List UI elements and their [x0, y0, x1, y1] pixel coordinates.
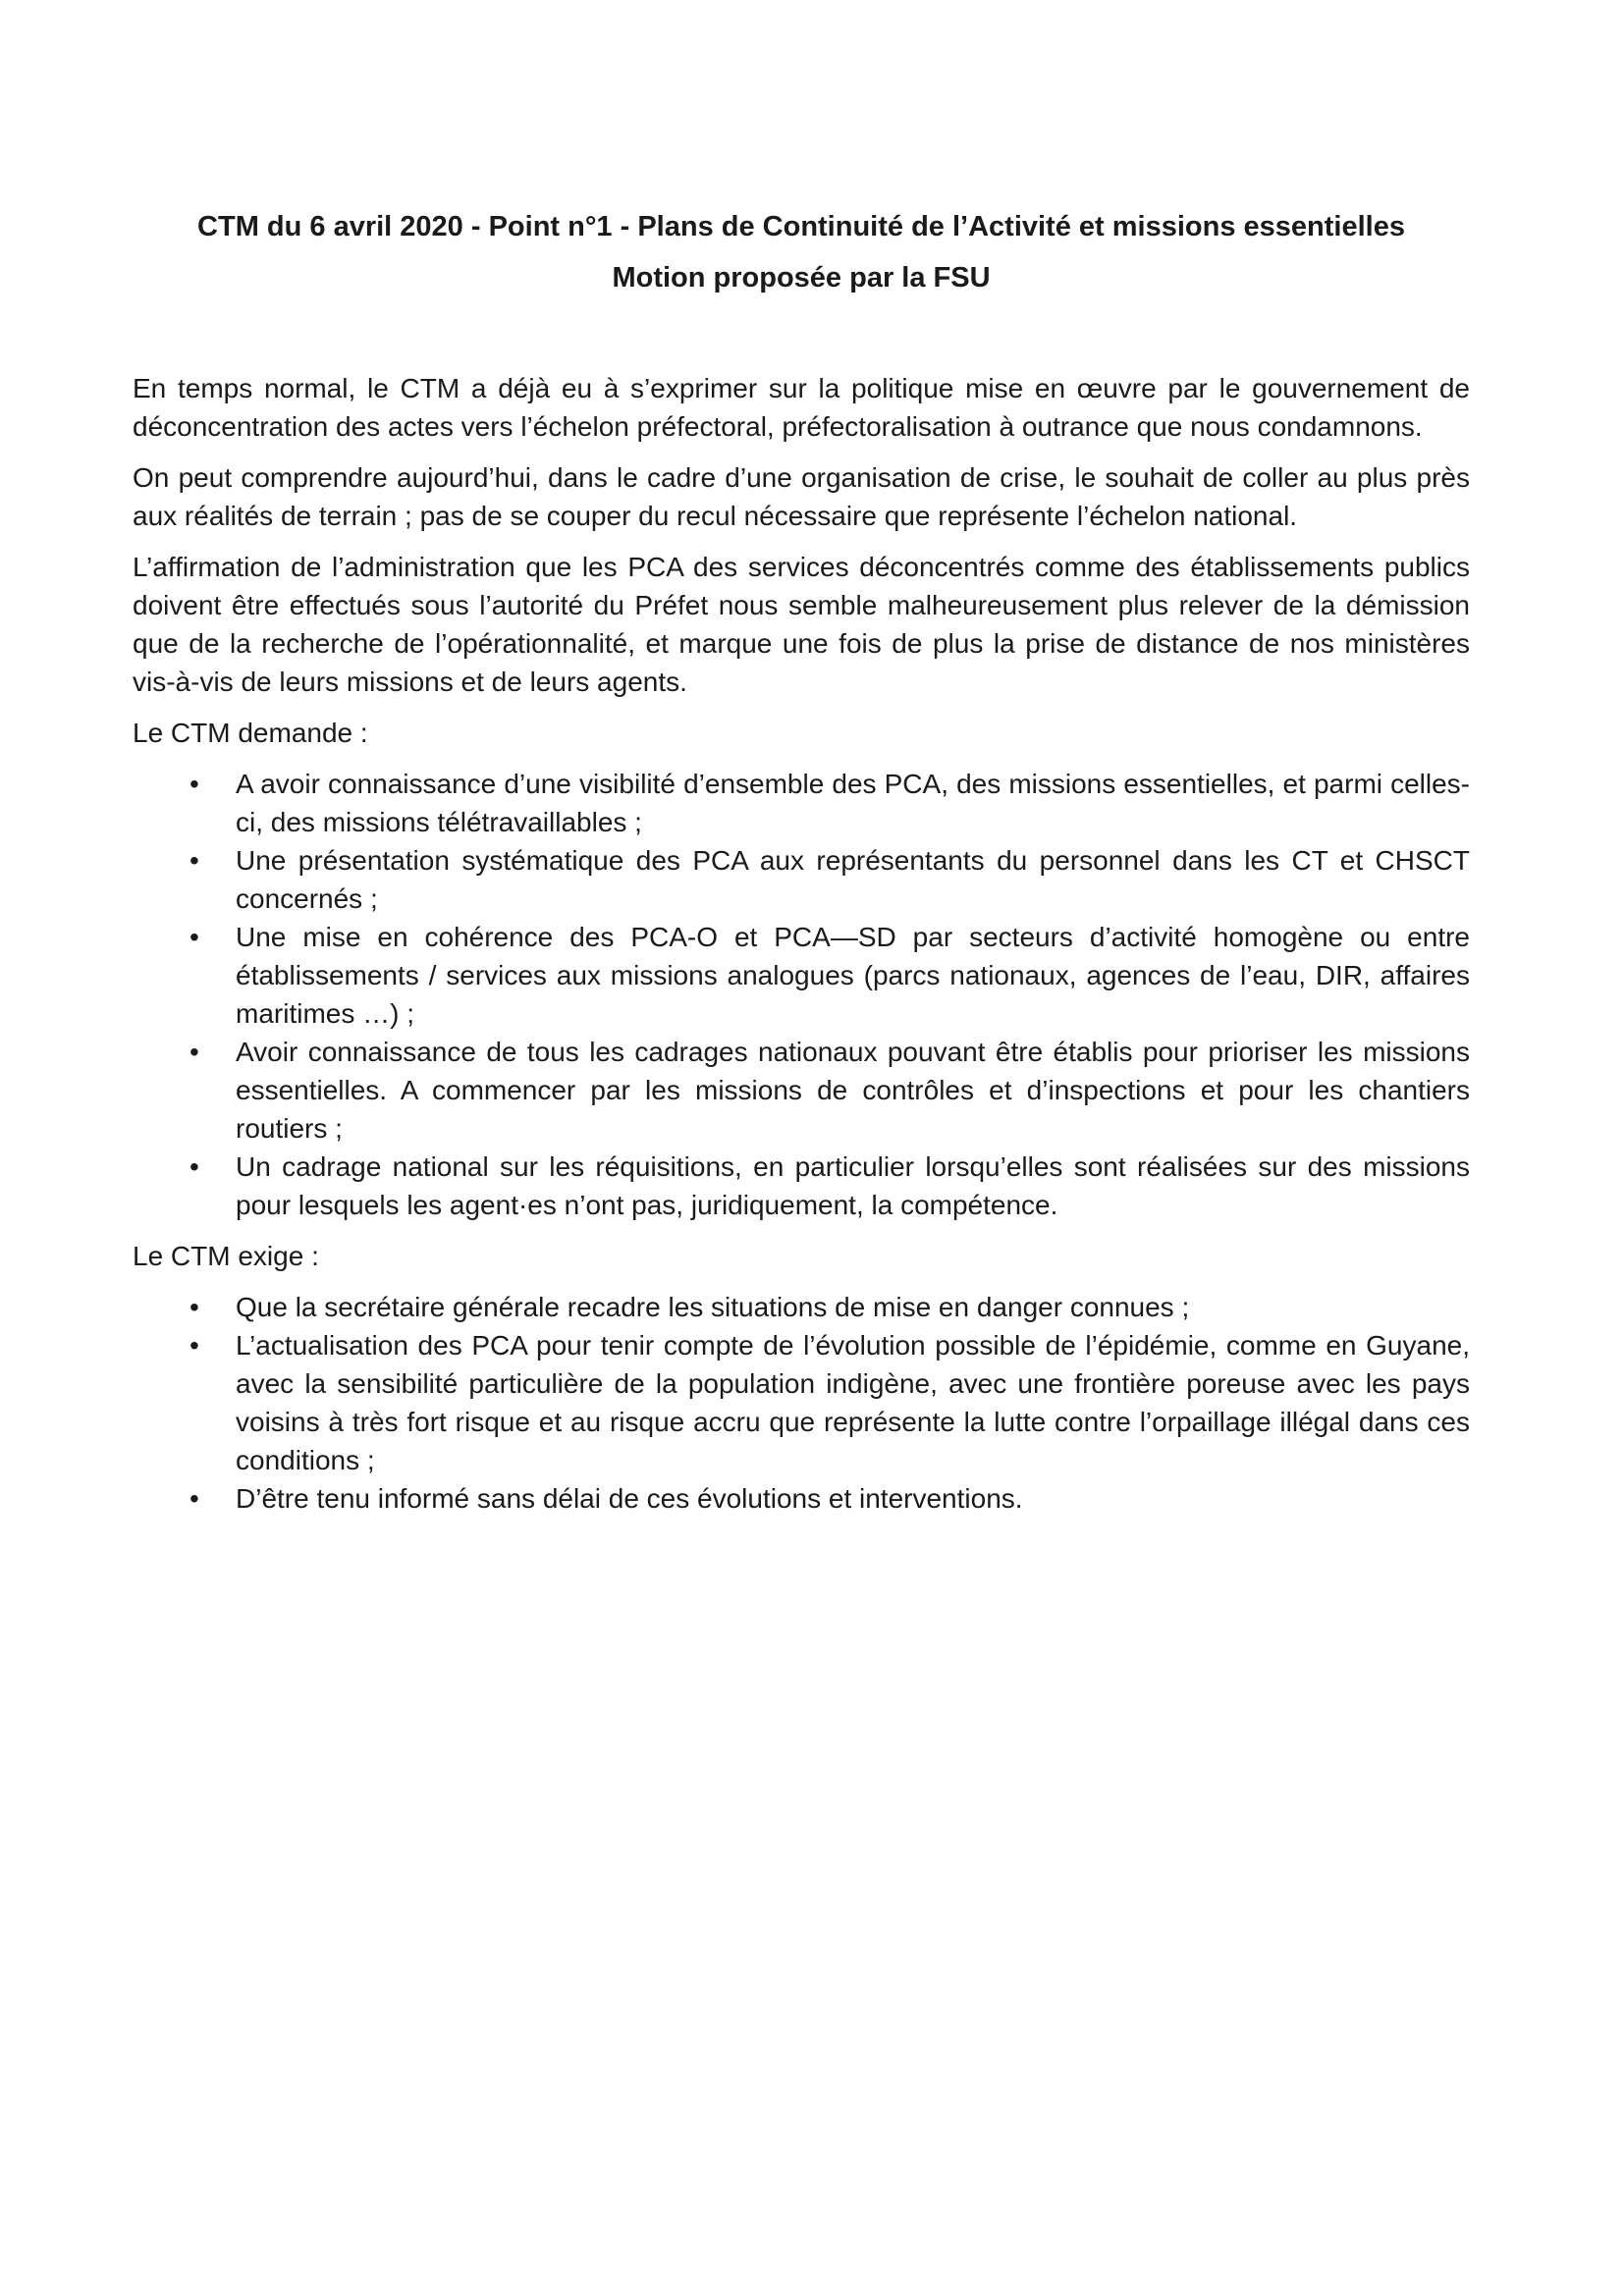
bullet-icon: • [189, 1330, 199, 1361]
demande-list [133, 765, 1470, 1224]
bullet-icon: • [189, 1292, 199, 1322]
bullet-icon: • [189, 1483, 199, 1514]
list-item [189, 765, 1470, 841]
list-item-text: Une mise en cohérence des PCA-O et PCA—SD par secteurs d’activité homogène ou entre établissements / services aux missions analogues (parcs nationaux, agences de l’eau, DIR, affaires maritimes …) ; [236, 922, 1470, 1029]
list-item-text: D’être tenu informé sans délai de ces évolutions et interventions. [236, 1483, 1023, 1514]
bullet-icon: • [189, 1151, 199, 1182]
bullet-icon: • [189, 922, 199, 952]
list-item-text: Une présentation systématique des PCA aux représentants du personnel dans les CT et CHSCT concernés ; [236, 845, 1470, 914]
bullet-icon: • [189, 769, 199, 799]
section-heading-demande: Le CTM demande : [133, 718, 368, 748]
list-item [189, 1148, 1470, 1224]
list-item [189, 841, 1470, 918]
list-item [189, 1479, 1470, 1518]
exige-list [133, 1288, 1470, 1518]
list-item-text: A avoir connaissance d’une visibilité d’ensemble des PCA, des missions essentielles, et parmi celles-ci, des missions télétravaillables ; [236, 769, 1470, 837]
bullet-icon: • [189, 1037, 199, 1067]
section-heading-exige: Le CTM exige : [133, 1241, 319, 1271]
list-item [189, 918, 1470, 1033]
document-title: CTM du 6 avril 2020 - Point n°1 - Plans de Continuité de l’Activité et missions essentielles [197, 211, 1405, 242]
list-item [189, 1033, 1470, 1148]
document-subtitle: Motion proposée par la FSU [612, 262, 991, 294]
list-item-text: Que la secrétaire générale recadre les situations de mise en danger connues ; [236, 1292, 1190, 1322]
list-item-text: Un cadrage national sur les réquisitions, en particulier lorsqu’elles sont réalisées sur des missions pour lesquels les agent·es n’ont pas, juridiquement, la compétence. [236, 1151, 1470, 1220]
paragraph-crise: On peut comprendre aujourd’hui, dans le cadre d’une organisation de crise, le souhait de coller au plus près aux réalités de terrain ; pas de se couper du recul nécessaire que représente l’échelon national. [133, 462, 1470, 531]
list-item [189, 1288, 1470, 1326]
bullet-icon: • [189, 845, 199, 876]
paragraph-intro: En temps normal, le CTM a déjà eu à s’exprimer sur la politique mise en œuvre par le gouvernement de déconcentration des actes vers l’échelon préfectoral, préfectoralisation à outrance que nous condamnons. [133, 373, 1470, 442]
list-item [189, 1326, 1470, 1479]
list-item-text: Avoir connaissance de tous les cadrages nationaux pouvant être établis pour prioriser les missions essentielles. A commencer par les missions de contrôles et d’inspections et pour les chantiers routiers ; [236, 1037, 1470, 1144]
paragraph-affirmation: L’affirmation de l’administration que les PCA des services déconcentrés comme des établissements publics doivent être effectués sous l’autorité du Préfet nous semble malheureusement plus relever de la démission que de la recherche de l’opérationnalité, et marque une fois de plus la prise de distance de nos ministères vis-à-vis de leurs missions et de leurs agents. [133, 552, 1470, 697]
list-item-text: L’actualisation des PCA pour tenir compte de l’évolution possible de l’épidémie, comme en Guyane, avec la sensibilité particulière de la population indigène, avec une frontière poreuse avec les pays voisins à très fort risque et au risque accru que représente la lutte contre l’orpaillage illégal dans ces conditions ; [236, 1330, 1470, 1475]
